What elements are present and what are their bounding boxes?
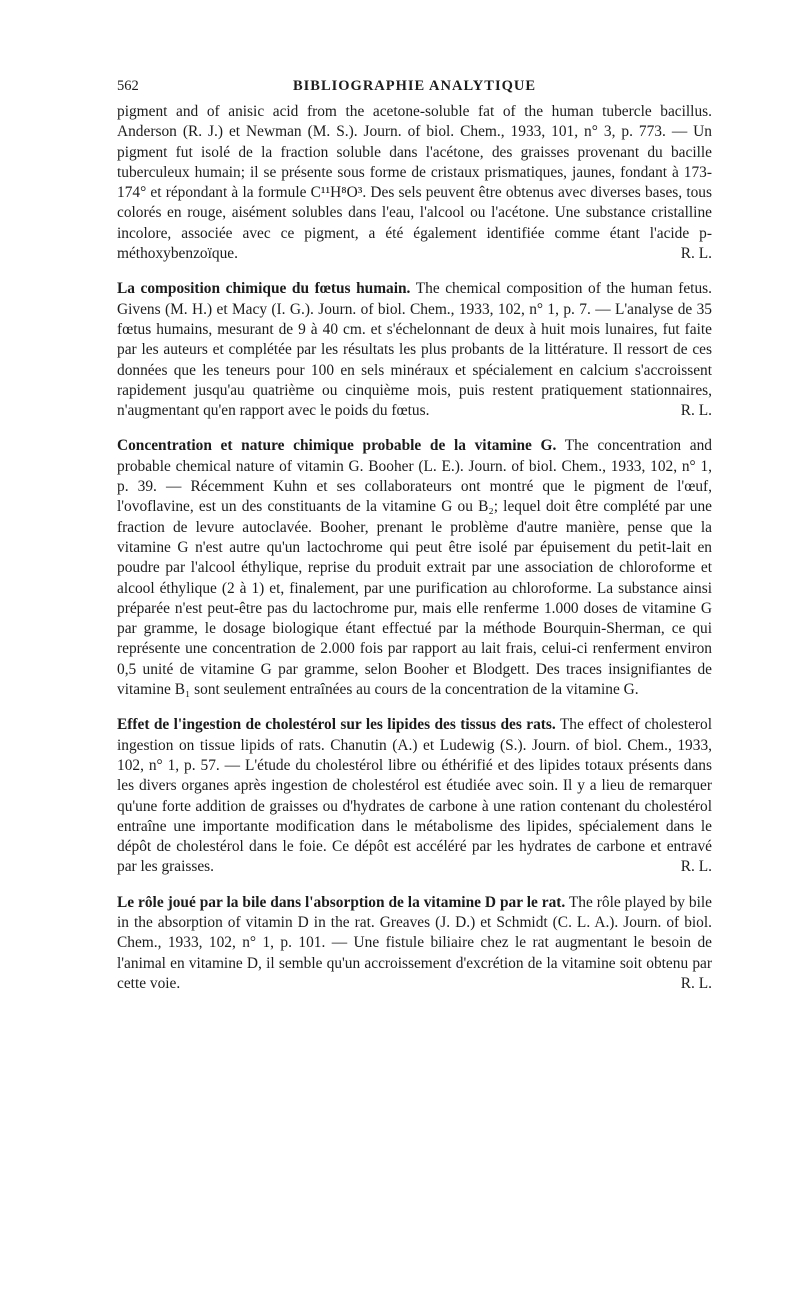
abstract-body: The rôle played by bile in the absorption of vitamin D in the rat. Greaves (J. D.) et Schmidt (C. L. A.). Journ. of biol. Chem., 1933, 102, n° 1, p. 101. — Une fistule biliaire chez le rat augmentant le besoin de l'animal en vitamine D, il semble qu'un accroissement d'excrétion de la vitamine soit obtenu par cette voie.	[117, 893, 712, 992]
abstract-entry	[117, 102, 712, 264]
author-signature: R. L.	[680, 402, 712, 420]
abstract-body: The chemical composition of the human fetus. Givens (M. H.) et Macy (I. G.). Journ. of biol. Chem., 1933, 102, n° 1, p. 7. — L'analyse de 35 fœtus humains, mesurant de 9 à 40 cm. et s'échelonnant de deux à huit mois lunaires, fut faite par les auteurs et complétée par les résultats les plus probants de la littérature. Il ressort de ces données que les teneurs pour 100 en sels minéraux et spécialement en calcium s'accroissent rapidement jusqu'au quatrième ou cinquième mois, puis restent pratiquement stationnaires, n'augmentant qu'en rapport avec le poids du fœtus.	[117, 280, 712, 420]
author-signature: R. L.	[680, 974, 712, 992]
document-page	[117, 78, 712, 994]
author-signature: R. L.	[680, 858, 712, 876]
abstract-title: Effet de l'ingestion de cholestérol sur les lipides des tissus des rats.	[117, 716, 556, 734]
abstract-entry	[117, 436, 712, 700]
abstract-title: La composition chimique du fœtus humain.	[117, 280, 411, 298]
abstract-entry	[117, 279, 712, 421]
abstract-body: pigment and of anisic acid from the acetone-soluble fat of the human tubercle bacillus. Anderson (R. J.) et Newman (M. S.). Journ. of biol. Chem., 1933, 101, n° 3, p. 773. — Un pigment fut isolé de la fraction soluble dans l'acétone, des graisses provenant du bacille tuberculeux humain; il se présente sous forme de cristaux prismatiques, jaunes, fondant à 173-174° et répondant à la formule C¹¹H⁸O³. Des sels peuvent être obtenus avec diverses bases, tous colorés en rouge, aisément solubles dans l'eau, l'alcool ou l'acétone. Une substance cristalline incolore, associée avec ce pigment, a été également identifiée comme étant l'acide p-méthoxybenzoïque.	[117, 103, 712, 263]
author-signature: R. L.	[680, 245, 712, 263]
abstract-body: The effect of cholesterol ingestion on tissue lipids of rats. Chanutin (A.) et Ludewig (S.). Journ. of biol. Chem., 1933, 102, n° 1, p. 57. — L'étude du cholestérol libre ou éthérifié et des lipides totaux présents dans les divers organes après ingestion de cholestérol est étudiée avec soin. Il y a lieu de remarquer qu'une forte addition de graisses ou d'hydrates de carbone à une ration contenant du cholestérol entraîne une importante modification dans le métabolisme des lipides, spécialement dans le dépôt de cholestérol dans le foie. Ce dépôt est accéléré par les hydrates de carbone et entravé par les graisses.	[117, 716, 712, 876]
abstract-title: Concentration et nature chimique probable de la vitamine G.	[117, 437, 557, 455]
abstract-entry	[117, 893, 712, 994]
abstract-title: Le rôle joué par la bile dans l'absorption de la vitamine D par le rat.	[117, 893, 566, 911]
abstract-body: The concentration and probable chemical nature of vitamin G. Booher (L. E.). Journ. of biol. Chem., 1933, 102, n° 1, p. 39. — Récemment Kuhn et ses collaborateurs ont montré que le pigment de l'œuf, l'ovoflavine, est un des constituants de la vitamine G ou B₂; lequel doit être complété par une fraction de levure autoclavée. Booher, prenant le problème d'autre manière, pense que la vitamine G n'est autre qu'un lactochrome qui peut être isolé par épuisement du petit-lait en poudre par l'alcool éthylique, reprise du produit extrait par une association de chloroforme et alcool éthylique (2 à 1) et, finalement, par une purification au chloroforme. La substance ainsi préparée n'est peut-être pas du lactochrome pur, mais elle renferme 1.000 doses de vitamine G par gramme, le dosage biologique étant effectué par la méthode Bourquin-Sherman, ce qui représente une concentration de 2.000 fois par rapport au lait frais, celui-ci renferment environ 0,5 unité de vitamine G par gramme, selon Booher et Blodgett. Des traces insignifiantes de vitamine B₁ sont seulement entraînées au cours de la concentration de la vitamine G.	[117, 437, 712, 699]
running-title: BIBLIOGRAPHIE ANALYTIQUE	[292, 78, 537, 94]
page-number: 562	[117, 78, 139, 94]
abstract-entry	[117, 715, 712, 877]
page-header	[117, 78, 712, 102]
